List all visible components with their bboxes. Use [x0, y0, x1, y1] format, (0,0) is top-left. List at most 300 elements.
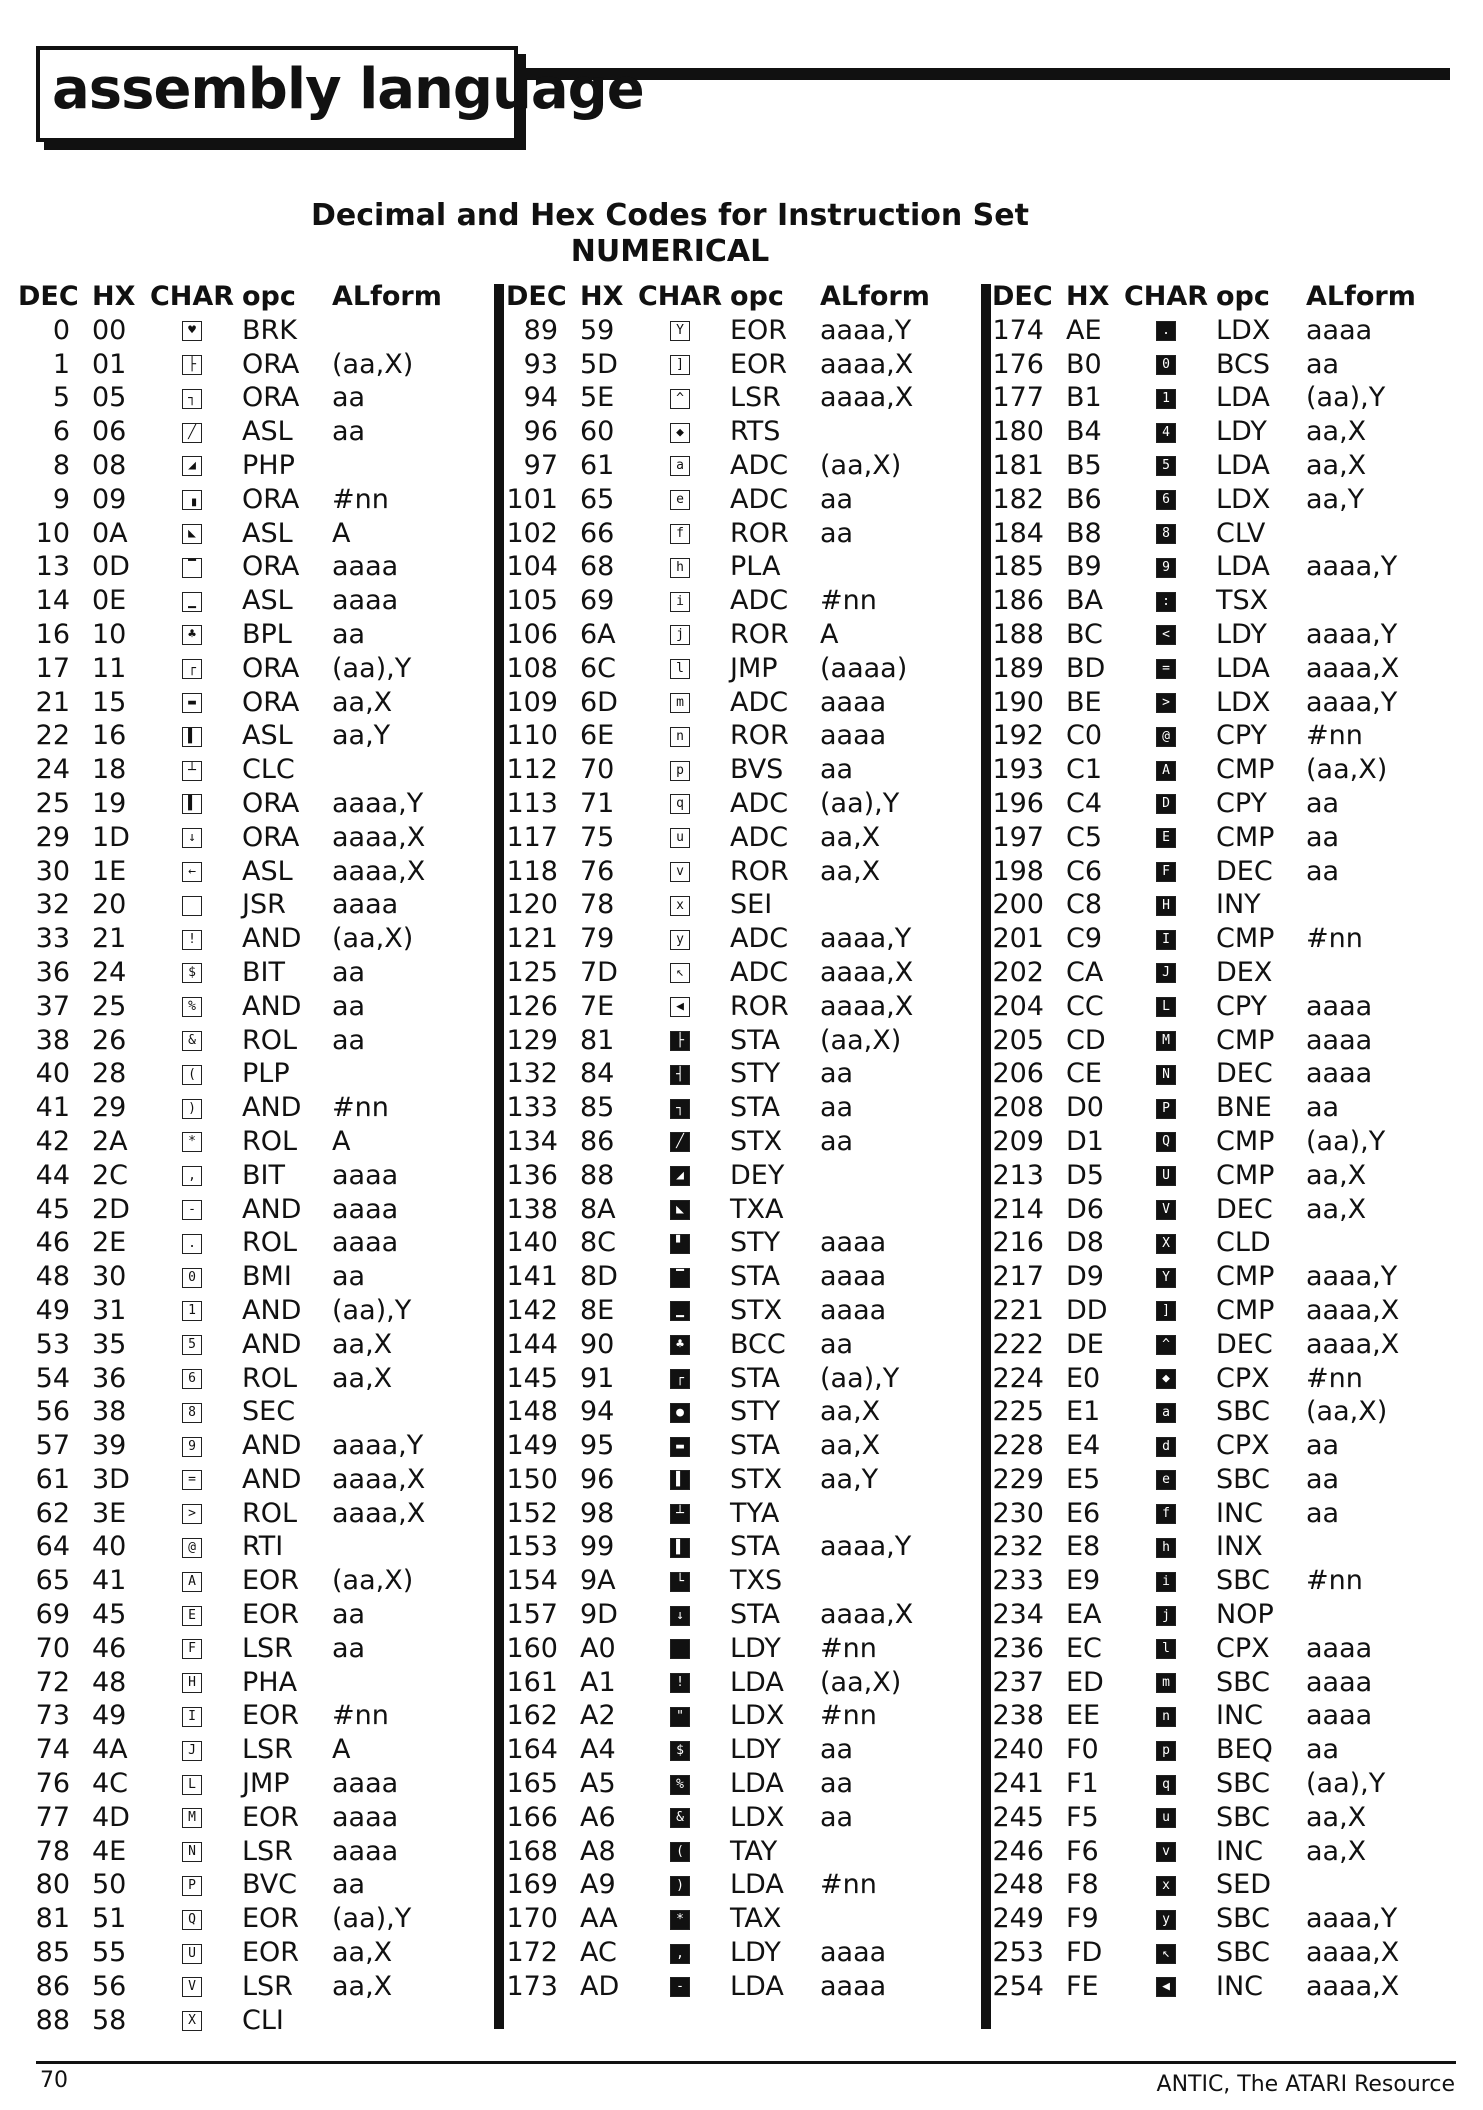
- cell-hx: E4: [1066, 1430, 1101, 1462]
- cell-al: aa,X: [820, 1430, 881, 1462]
- char-glyph-cell: [142, 584, 242, 618]
- cell-al: A: [332, 1734, 351, 1766]
- char-glyph-cell: [1116, 415, 1216, 449]
- cell-dec: 93: [523, 348, 558, 380]
- table-row: [506, 415, 986, 449]
- cell-dec: 132: [506, 1058, 558, 1090]
- cell-hx: 15: [92, 686, 127, 718]
- atari-char-icon: m: [1156, 1673, 1176, 1693]
- table-row: [18, 1598, 498, 1632]
- atari-char-icon: Y: [670, 321, 690, 341]
- cell-al: aaaa: [332, 585, 399, 617]
- cell-hx: 65: [580, 483, 615, 515]
- cell-dec: 70: [35, 1632, 70, 1664]
- table-row: [506, 1294, 986, 1328]
- table-row: [506, 1125, 986, 1159]
- char-glyph-cell: [630, 1767, 730, 1801]
- cell-dec: 97: [523, 449, 558, 481]
- cell-opc: JMP: [730, 652, 778, 684]
- cell-opc: ROL: [242, 1362, 298, 1394]
- header-opc: opc: [730, 281, 784, 312]
- cell-opc: INC: [1216, 1835, 1264, 1867]
- table-column-2: [506, 280, 986, 2004]
- char-glyph-cell: [1116, 719, 1216, 753]
- cell-dec: 33: [35, 923, 70, 955]
- cell-dec: 21: [35, 686, 70, 718]
- cell-al: aa,X: [820, 855, 881, 887]
- cell-opc: SEC: [242, 1396, 296, 1428]
- cell-hx: A5: [580, 1768, 616, 1800]
- atari-char-icon: .: [1156, 321, 1176, 341]
- atari-char-icon: D: [1156, 794, 1176, 814]
- cell-al: #nn: [332, 1092, 389, 1124]
- cell-dec: 200: [992, 889, 1044, 921]
- atari-char-icon: %: [182, 997, 202, 1017]
- table-row: [18, 1057, 498, 1091]
- cell-opc: ADC: [730, 787, 789, 819]
- char-glyph-cell: [630, 1193, 730, 1227]
- cell-al: aaaa,Y: [1306, 618, 1398, 650]
- cell-dec: 86: [35, 1970, 70, 2002]
- cell-hx: 6A: [580, 618, 616, 650]
- char-glyph-cell: [1116, 922, 1216, 956]
- cell-al: (aa),Y: [1306, 1125, 1386, 1157]
- cell-al: #nn: [820, 1700, 877, 1732]
- cell-hx: DE: [1066, 1328, 1104, 1360]
- table-row: [992, 719, 1472, 753]
- cell-hx: EE: [1066, 1700, 1101, 1732]
- atari-char-icon: ▘: [670, 1234, 690, 1254]
- table-row: [18, 787, 498, 821]
- cell-opc: CPY: [1216, 990, 1268, 1022]
- atari-char-icon: j: [1156, 1606, 1176, 1626]
- cell-opc: BIT: [242, 1159, 285, 1191]
- cell-hx: 5D: [580, 348, 618, 380]
- cell-al: aaaa,X: [820, 1599, 914, 1631]
- atari-char-icon: ◢: [670, 1166, 690, 1186]
- table-row: [18, 1429, 498, 1463]
- char-glyph-cell: [630, 1936, 730, 1970]
- cell-al: [1306, 1598, 1426, 1632]
- cell-hx: AE: [1066, 314, 1102, 346]
- cell-dec: 42: [35, 1125, 70, 1157]
- atari-char-icon: ♣: [670, 1335, 690, 1355]
- cell-opc: SBC: [1216, 1768, 1271, 1800]
- table-row: [992, 753, 1472, 787]
- cell-opc: STX: [730, 1294, 783, 1326]
- table-row: [992, 1497, 1472, 1531]
- table-row: [18, 1362, 498, 1396]
- cell-al: aa,X: [332, 1937, 393, 1969]
- cell-dec: 214: [992, 1193, 1044, 1225]
- table-row: [992, 1125, 1472, 1159]
- cell-hx: C6: [1066, 855, 1103, 887]
- char-glyph-cell: [142, 2004, 242, 2038]
- cell-al: [1306, 1226, 1426, 1260]
- atari-char-icon: ┌: [182, 659, 202, 679]
- table-row: [506, 1159, 986, 1193]
- atari-char-icon: m: [670, 693, 690, 713]
- header-hx: HX: [92, 281, 136, 312]
- cell-opc: ADC: [730, 923, 789, 955]
- cell-hx: 0D: [92, 551, 130, 583]
- char-glyph-cell: [630, 1902, 730, 1936]
- char-glyph-cell: [1116, 1767, 1216, 1801]
- cell-dec: 25: [35, 787, 70, 819]
- cell-dec: 193: [992, 754, 1044, 786]
- atari-char-icon: E: [182, 1606, 202, 1626]
- table-row: [992, 584, 1472, 618]
- atari-char-icon: @: [182, 1538, 202, 1558]
- char-glyph-cell: [142, 855, 242, 889]
- atari-char-icon: &: [670, 1808, 690, 1828]
- table-row: [506, 483, 986, 517]
- cell-dec: 248: [992, 1869, 1044, 1901]
- cell-hx: 6C: [580, 652, 617, 684]
- cell-al: aaaa,Y: [1306, 1903, 1398, 1935]
- cell-dec: 32: [35, 889, 70, 921]
- char-glyph-cell: [1116, 1429, 1216, 1463]
- char-glyph-cell: [630, 1091, 730, 1125]
- table-row: [506, 1328, 986, 1362]
- atari-char-icon: ": [670, 1707, 690, 1727]
- cell-hx: 4E: [92, 1835, 127, 1867]
- cell-hx: FD: [1066, 1937, 1103, 1969]
- page-title: Decimal and Hex Codes for Instruction Set: [311, 198, 1029, 233]
- cell-al: aaaa: [1306, 990, 1373, 1022]
- char-glyph-cell: [142, 618, 242, 652]
- table-row: [18, 956, 498, 990]
- cell-dec: 165: [506, 1768, 558, 1800]
- atari-char-icon: A: [182, 1572, 202, 1592]
- cell-al: aa,X: [1306, 1193, 1367, 1225]
- cell-al: aa: [1306, 1497, 1340, 1529]
- atari-char-icon: =: [182, 1470, 202, 1490]
- cell-hx: 95: [580, 1430, 615, 1462]
- cell-hx: 0A: [92, 517, 128, 549]
- cell-dec: 117: [506, 821, 558, 853]
- cell-al: #nn: [332, 1700, 389, 1732]
- table-row: [18, 922, 498, 956]
- atari-char-icon: ┐: [670, 1099, 690, 1119]
- cell-opc: AND: [242, 1328, 302, 1360]
- char-glyph-cell: [1116, 1666, 1216, 1700]
- char-glyph-cell: [1116, 787, 1216, 821]
- cell-dec: 189: [992, 652, 1044, 684]
- cell-hx: 38: [92, 1396, 127, 1428]
- cell-dec: 237: [992, 1666, 1044, 1698]
- cell-opc: AND: [242, 1430, 302, 1462]
- table-row: [506, 1699, 986, 1733]
- table-row: [18, 314, 498, 348]
- atari-char-icon: >: [182, 1504, 202, 1524]
- cell-al: aaaa,X: [332, 1497, 426, 1529]
- cell-dec: 144: [506, 1328, 558, 1360]
- table-row: [992, 381, 1472, 415]
- cell-opc: STA: [730, 1362, 781, 1394]
- cell-hx: 3D: [92, 1463, 130, 1495]
- atari-char-icon: 1: [182, 1301, 202, 1321]
- cell-dec: 29: [35, 821, 70, 853]
- cell-al: aaaa: [1306, 1666, 1373, 1698]
- table-row: [506, 1835, 986, 1869]
- cell-hx: 94: [580, 1396, 615, 1428]
- char-glyph-cell: [142, 1024, 242, 1058]
- cell-al: aa: [820, 1801, 854, 1833]
- table-row: [506, 1666, 986, 1700]
- atari-char-icon: [182, 896, 202, 916]
- char-glyph-cell: [630, 550, 730, 584]
- cell-opc: SBC: [1216, 1463, 1271, 1495]
- atari-char-icon: ↖: [670, 963, 690, 983]
- table-row: [18, 1497, 498, 1531]
- table-row: [992, 1936, 1472, 1970]
- cell-dec: 188: [992, 618, 1044, 650]
- char-glyph-cell: [1116, 1294, 1216, 1328]
- char-glyph-cell: [142, 348, 242, 382]
- char-glyph-cell: [1116, 1226, 1216, 1260]
- cell-opc: LDY: [730, 1937, 781, 1969]
- cell-opc: EOR: [730, 314, 788, 346]
- atari-char-icon: 8: [1156, 524, 1176, 544]
- cell-opc: SBC: [1216, 1801, 1271, 1833]
- header-opc: opc: [242, 281, 296, 312]
- cell-hx: 90: [580, 1328, 615, 1360]
- cell-hx: 51: [92, 1903, 127, 1935]
- cell-opc: TAX: [730, 1903, 782, 1935]
- char-glyph-cell: [142, 990, 242, 1024]
- cell-al: (aa,X): [820, 1024, 902, 1056]
- cell-hx: 31: [92, 1294, 127, 1326]
- char-glyph-cell: [1116, 381, 1216, 415]
- atari-char-icon: a: [670, 456, 690, 476]
- cell-dec: 62: [35, 1497, 70, 1529]
- cell-dec: 180: [992, 416, 1044, 448]
- cell-opc: ASL: [242, 416, 293, 448]
- cell-opc: NOP: [1216, 1599, 1274, 1631]
- char-glyph-cell: [142, 550, 242, 584]
- cell-hx: F8: [1066, 1869, 1099, 1901]
- cell-dec: 229: [992, 1463, 1044, 1495]
- atari-char-icon: =: [1156, 659, 1176, 679]
- cell-opc: ADC: [730, 483, 789, 515]
- cell-dec: 149: [506, 1430, 558, 1462]
- cell-dec: 177: [992, 382, 1044, 414]
- cell-al: aa: [332, 1261, 366, 1293]
- cell-dec: 13: [35, 551, 70, 583]
- cell-opc: RTI: [242, 1531, 284, 1563]
- table-row: [992, 348, 1472, 382]
- char-glyph-cell: [1116, 1193, 1216, 1227]
- cell-dec: 174: [992, 314, 1044, 346]
- cell-dec: 228: [992, 1430, 1044, 1462]
- cell-opc: ROL: [242, 1125, 298, 1157]
- cell-hx: 2D: [92, 1193, 130, 1225]
- cell-hx: 08: [92, 449, 127, 481]
- char-glyph-cell: [142, 1970, 242, 2004]
- cell-opc: STA: [730, 1024, 781, 1056]
- cell-al: A: [332, 1125, 351, 1157]
- cell-al: A: [332, 517, 351, 549]
- cell-opc: STA: [730, 1092, 781, 1124]
- column-divider: [981, 284, 991, 2029]
- table-row: [992, 922, 1472, 956]
- cell-opc: DEX: [1216, 956, 1273, 988]
- cell-dec: 230: [992, 1497, 1044, 1529]
- atari-char-icon: J: [182, 1741, 202, 1761]
- cell-dec: 76: [35, 1768, 70, 1800]
- cell-dec: 5: [52, 382, 70, 414]
- table-row: [18, 1666, 498, 1700]
- char-glyph-cell: [142, 922, 242, 956]
- table-row: [506, 1497, 986, 1531]
- char-glyph-cell: [1116, 1260, 1216, 1294]
- cell-al: (aa),Y: [820, 1362, 900, 1394]
- cell-al: aa: [1306, 1092, 1340, 1124]
- char-glyph-cell: [142, 314, 242, 348]
- atari-char-icon: ◣: [670, 1200, 690, 1220]
- cell-dec: 154: [506, 1565, 558, 1597]
- cell-hx: 05: [92, 382, 127, 414]
- cell-dec: 104: [506, 551, 558, 583]
- char-glyph-cell: [1116, 483, 1216, 517]
- cell-hx: 85: [580, 1092, 615, 1124]
- cell-hx: 55: [92, 1937, 127, 1969]
- atari-char-icon: ▬: [670, 1437, 690, 1457]
- cell-hx: AC: [580, 1937, 617, 1969]
- cell-dec: 41: [35, 1092, 70, 1124]
- table-row: [506, 1868, 986, 1902]
- cell-dec: 109: [506, 686, 558, 718]
- cell-opc: DEC: [1216, 1328, 1273, 1360]
- char-glyph-cell: [1116, 1632, 1216, 1666]
- table-row: [18, 483, 498, 517]
- cell-hx: 11: [92, 652, 127, 684]
- cell-dec: 38: [35, 1024, 70, 1056]
- cell-dec: 198: [992, 855, 1044, 887]
- cell-al: [820, 1159, 940, 1193]
- char-glyph-cell: [630, 821, 730, 855]
- table-row: [992, 1598, 1472, 1632]
- cell-opc: EOR: [242, 1599, 300, 1631]
- char-glyph-cell: [630, 753, 730, 787]
- table-row: [18, 1125, 498, 1159]
- cell-hx: BD: [1066, 652, 1106, 684]
- cell-opc: CMP: [1216, 1125, 1275, 1157]
- cell-hx: CE: [1066, 1058, 1102, 1090]
- char-glyph-cell: [630, 1125, 730, 1159]
- cell-dec: 72: [35, 1666, 70, 1698]
- char-glyph-cell: [142, 1564, 242, 1598]
- atari-char-icon: ↓: [670, 1606, 690, 1626]
- cell-al: [332, 314, 452, 348]
- cell-opc: TXS: [730, 1565, 783, 1597]
- atari-char-icon: ]: [1156, 1301, 1176, 1321]
- cell-al: aa: [1306, 821, 1340, 853]
- table-row: [18, 1699, 498, 1733]
- atari-char-icon: ▌: [182, 794, 202, 814]
- char-glyph-cell: [630, 1801, 730, 1835]
- atari-char-icon: -: [670, 1977, 690, 1997]
- cell-opc: INY: [1216, 889, 1261, 921]
- char-glyph-cell: [630, 1666, 730, 1700]
- table-column-3: [992, 280, 1472, 2004]
- atari-char-icon: I: [182, 1707, 202, 1727]
- cell-al: aa: [820, 754, 854, 786]
- char-glyph-cell: [630, 1159, 730, 1193]
- char-glyph-cell: [630, 1598, 730, 1632]
- table-row: [992, 1970, 1472, 2004]
- table-row: [992, 1632, 1472, 1666]
- char-glyph-cell: [142, 1429, 242, 1463]
- table-row: [18, 381, 498, 415]
- cell-opc: CLC: [242, 754, 295, 786]
- cell-hx: 4C: [92, 1768, 129, 1800]
- cell-dec: 160: [506, 1632, 558, 1664]
- table-row: [992, 1260, 1472, 1294]
- cell-opc: INC: [1216, 1497, 1264, 1529]
- cell-dec: 245: [992, 1801, 1044, 1833]
- cell-dec: 101: [506, 483, 558, 515]
- cell-dec: 88: [35, 2004, 70, 2036]
- cell-dec: 150: [506, 1463, 558, 1495]
- table-row: [18, 1024, 498, 1058]
- table-row: [18, 821, 498, 855]
- cell-dec: 145: [506, 1362, 558, 1394]
- cell-dec: 118: [506, 855, 558, 887]
- atari-char-icon: @: [1156, 727, 1176, 747]
- char-glyph-cell: [630, 314, 730, 348]
- cell-dec: 233: [992, 1565, 1044, 1597]
- atari-char-icon: ◢: [182, 456, 202, 476]
- char-glyph-cell: [1116, 1395, 1216, 1429]
- cell-al: aaaa,X: [820, 348, 914, 380]
- cell-opc: LDA: [730, 1768, 784, 1800]
- cell-hx: 70: [580, 754, 615, 786]
- cell-hx: B0: [1066, 348, 1102, 380]
- char-glyph-cell: [142, 381, 242, 415]
- atari-char-icon: ←: [182, 862, 202, 882]
- cell-dec: 85: [35, 1937, 70, 1969]
- cell-opc: STY: [730, 1058, 781, 1090]
- atari-char-icon: ▔: [670, 1268, 690, 1288]
- atari-char-icon: V: [1156, 1200, 1176, 1220]
- cell-opc: RTS: [730, 416, 781, 448]
- cell-dec: 246: [992, 1835, 1044, 1867]
- cell-dec: 238: [992, 1700, 1044, 1732]
- cell-hx: ED: [1066, 1666, 1104, 1698]
- cell-dec: 37: [35, 990, 70, 1022]
- cell-opc: ASL: [242, 720, 293, 752]
- cell-hx: 41: [92, 1565, 127, 1597]
- cell-hx: A9: [580, 1869, 616, 1901]
- char-glyph-cell: [1116, 1530, 1216, 1564]
- cell-al: [820, 1193, 940, 1227]
- cell-dec: 56: [35, 1396, 70, 1428]
- cell-hx: 06: [92, 416, 127, 448]
- atari-char-icon: I: [1156, 930, 1176, 950]
- table-row: [506, 1564, 986, 1598]
- atari-char-icon: ╱: [182, 423, 202, 443]
- cell-hx: 1D: [92, 821, 130, 853]
- cell-al: aa: [332, 956, 366, 988]
- atari-char-icon: d: [1156, 1437, 1176, 1457]
- char-glyph-cell: [142, 652, 242, 686]
- cell-al: aaaa: [820, 720, 887, 752]
- table-row: [992, 1328, 1472, 1362]
- cell-dec: 45: [35, 1193, 70, 1225]
- cell-al: aaaa: [332, 1801, 399, 1833]
